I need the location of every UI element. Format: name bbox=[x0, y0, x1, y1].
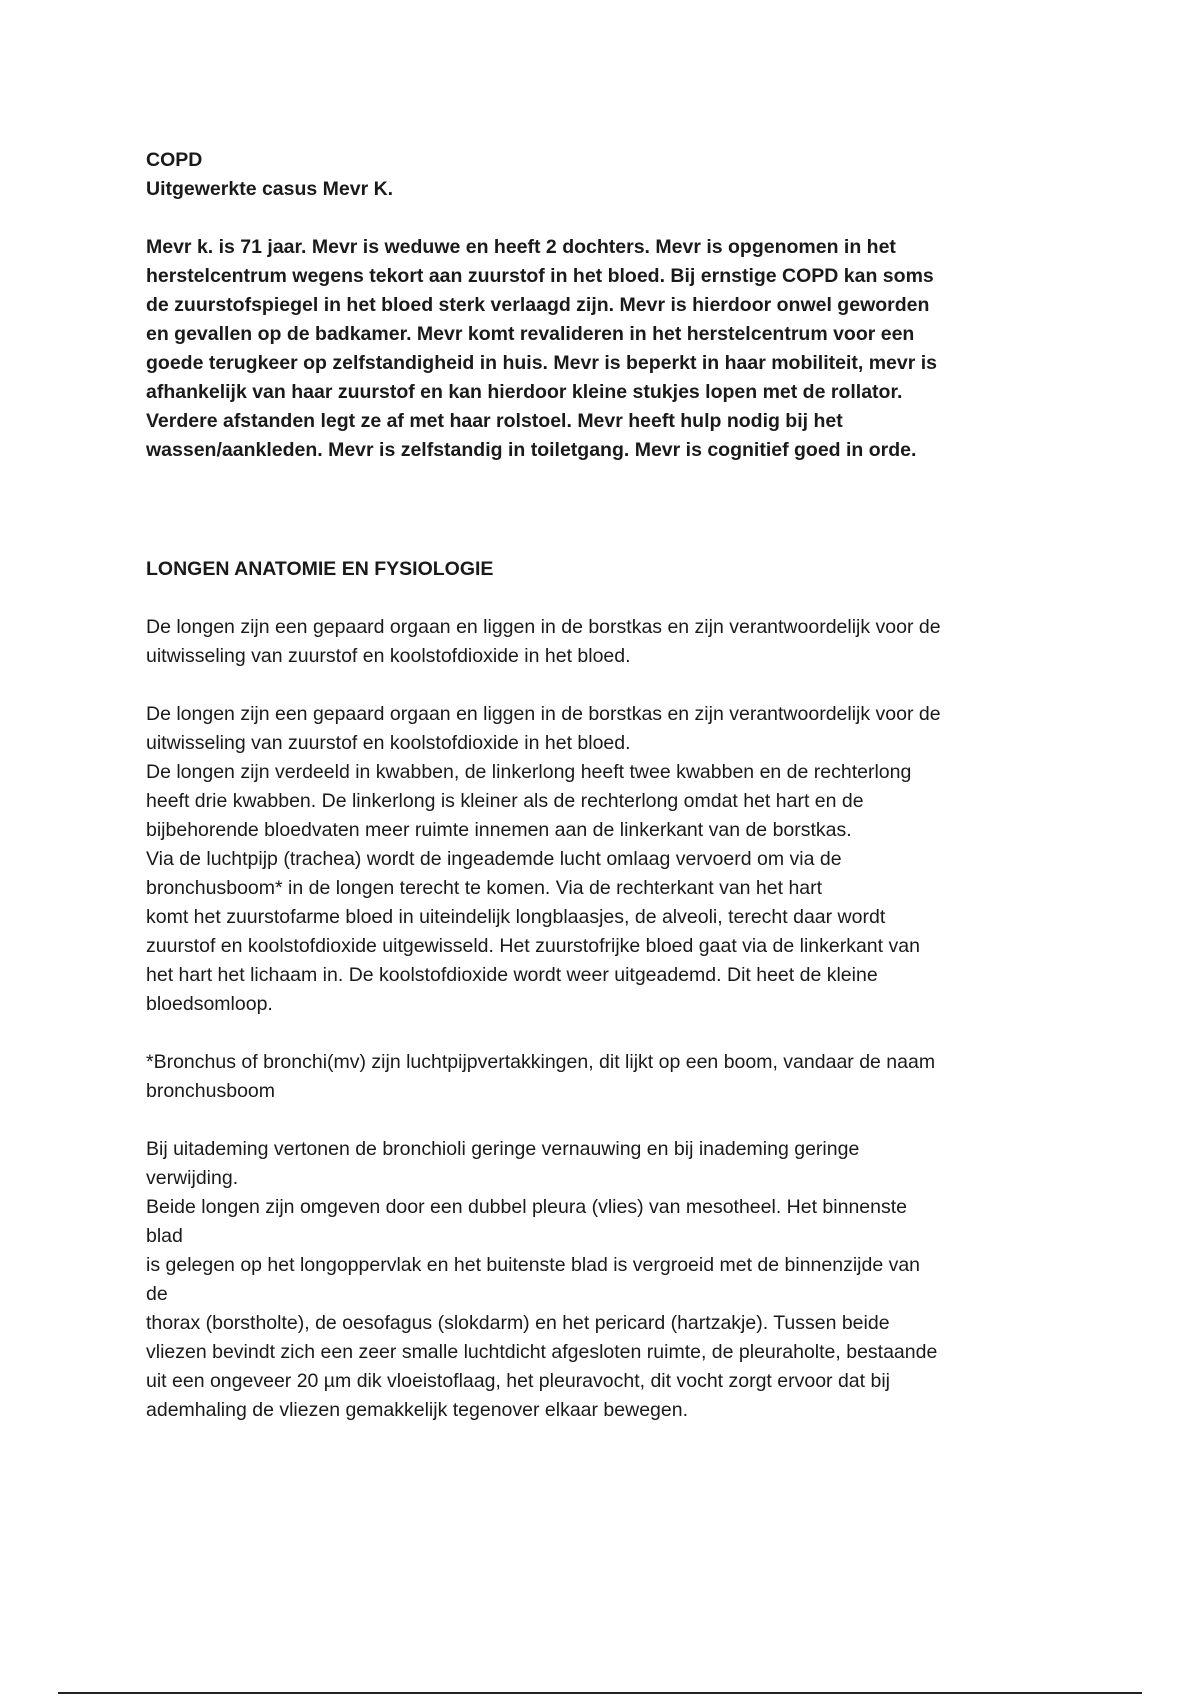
text-line: blad bbox=[146, 1225, 183, 1247]
footnote-bronchus bbox=[146, 1048, 1066, 1106]
text-line: Bij uitademing vertonen de bronchioli geringe vernauwing en bij inademing geringe bbox=[146, 1138, 860, 1160]
text-line: en gevallen op de badkamer. Mevr komt revalideren in het herstelcentrum voor een bbox=[146, 323, 915, 345]
text-line: Verdere afstanden legt ze af met haar rolstoel. Mevr heeft hulp nodig bij het bbox=[146, 410, 843, 432]
paragraph-pleura bbox=[146, 1135, 1066, 1425]
text-line: thorax (borstholte), de oesofagus (slokdarm) en het pericard (hartzakje). Tussen beide bbox=[146, 1312, 890, 1334]
text-line: bijbehorende bloedvaten meer ruimte innemen aan de linkerkant van de borstkas. bbox=[146, 819, 852, 841]
text-line: goede terugkeer op zelfstandigheid in huis. Mevr is beperkt in haar mobiliteit, mevr is bbox=[146, 352, 938, 374]
text-line: het hart het lichaam in. De koolstofdioxide wordt weer uitgeademd. Dit heet de kleine bbox=[146, 964, 878, 986]
text-line: bronchusboom* in de longen terecht te komen. Via de rechterkant van het hart bbox=[146, 877, 823, 899]
text-line: bronchusboom bbox=[146, 1080, 275, 1102]
section-heading: LONGEN ANATOMIE EN FYSIOLOGIE bbox=[146, 558, 494, 580]
text-line: Via de luchtpijp (trachea) wordt de ingeademde lucht omlaag vervoerd om via de bbox=[146, 848, 842, 870]
text-line: uitwisseling van zuurstof en koolstofdioxide in het bloed. bbox=[146, 645, 631, 667]
text-line: afhankelijk van haar zuurstof en kan hierdoor kleine stukjes lopen met de rollator. bbox=[146, 381, 903, 403]
text-line: is gelegen op het longoppervlak en het buitenste blad is vergroeid met de binnenzijde van bbox=[146, 1254, 921, 1276]
text-line: heeft drie kwabben. De linkerlong is kleiner als de rechterlong omdat het hart en de bbox=[146, 790, 864, 812]
paragraph-anatomy bbox=[146, 700, 1066, 1019]
document-subtitle: Uitgewerkte casus Mevr K. bbox=[146, 178, 394, 200]
text-line: Mevr k. is 71 jaar. Mevr is weduwe en heeft 2 dochters. Mevr is opgenomen in het bbox=[146, 236, 896, 258]
document-page bbox=[146, 146, 1066, 1425]
footer-divider bbox=[58, 1692, 1142, 1694]
text-line: De longen zijn een gepaard orgaan en liggen in de borstkas en zijn verantwoordelijk voor de bbox=[146, 703, 941, 725]
text-line: herstelcentrum wegens tekort aan zuurstof in het bloed. Bij ernstige COPD kan soms bbox=[146, 265, 934, 287]
text-line: De longen zijn een gepaard orgaan en liggen in de borstkas en zijn verantwoordelijk voor de bbox=[146, 616, 941, 638]
text-line: *Bronchus of bronchi(mv) zijn luchtpijpvertakkingen, dit lijkt op een boom, vandaar de naam bbox=[146, 1051, 936, 1073]
text-line: komt het zuurstofarme bloed in uiteindelijk longblaasjes, de alveoli, terecht daar wordt bbox=[146, 906, 886, 928]
text-line: uit een ongeveer 20 µm dik vloeistoflaag, het pleuravocht, dit vocht zorgt ervoor dat bij bbox=[146, 1370, 890, 1392]
document-title: COPD bbox=[146, 149, 203, 171]
text-line: bloedsomloop. bbox=[146, 993, 273, 1015]
paragraph-intro bbox=[146, 613, 1066, 671]
text-line: Beide longen zijn omgeven door een dubbel pleura (vlies) van mesotheel. Het binnenste bbox=[146, 1196, 907, 1218]
text-line: zuurstof en koolstofdioxide uitgewisseld. Het zuurstofrijke bloed gaat via de linkerkant van bbox=[146, 935, 920, 957]
text-line: De longen zijn verdeeld in kwabben, de linkerlong heeft twee kwabben en de rechterlong bbox=[146, 761, 912, 783]
text-line: vliezen bevindt zich een zeer smalle luchtdicht afgesloten ruimte, de pleuraholte, bestaande bbox=[146, 1341, 938, 1363]
text-line: de zuurstofspiegel in het bloed sterk verlaagd zijn. Mevr is hierdoor onwel geworden bbox=[146, 294, 930, 316]
text-line: ademhaling de vliezen gemakkelijk tegenover elkaar bewegen. bbox=[146, 1399, 689, 1421]
text-line: uitwisseling van zuurstof en koolstofdioxide in het bloed. bbox=[146, 732, 631, 754]
text-line: verwijding. bbox=[146, 1167, 239, 1189]
text-line: de bbox=[146, 1283, 168, 1305]
case-description bbox=[146, 233, 1066, 465]
text-line: wassen/aankleden. Mevr is zelfstandig in toiletgang. Mevr is cognitief goed in orde. bbox=[146, 439, 917, 461]
